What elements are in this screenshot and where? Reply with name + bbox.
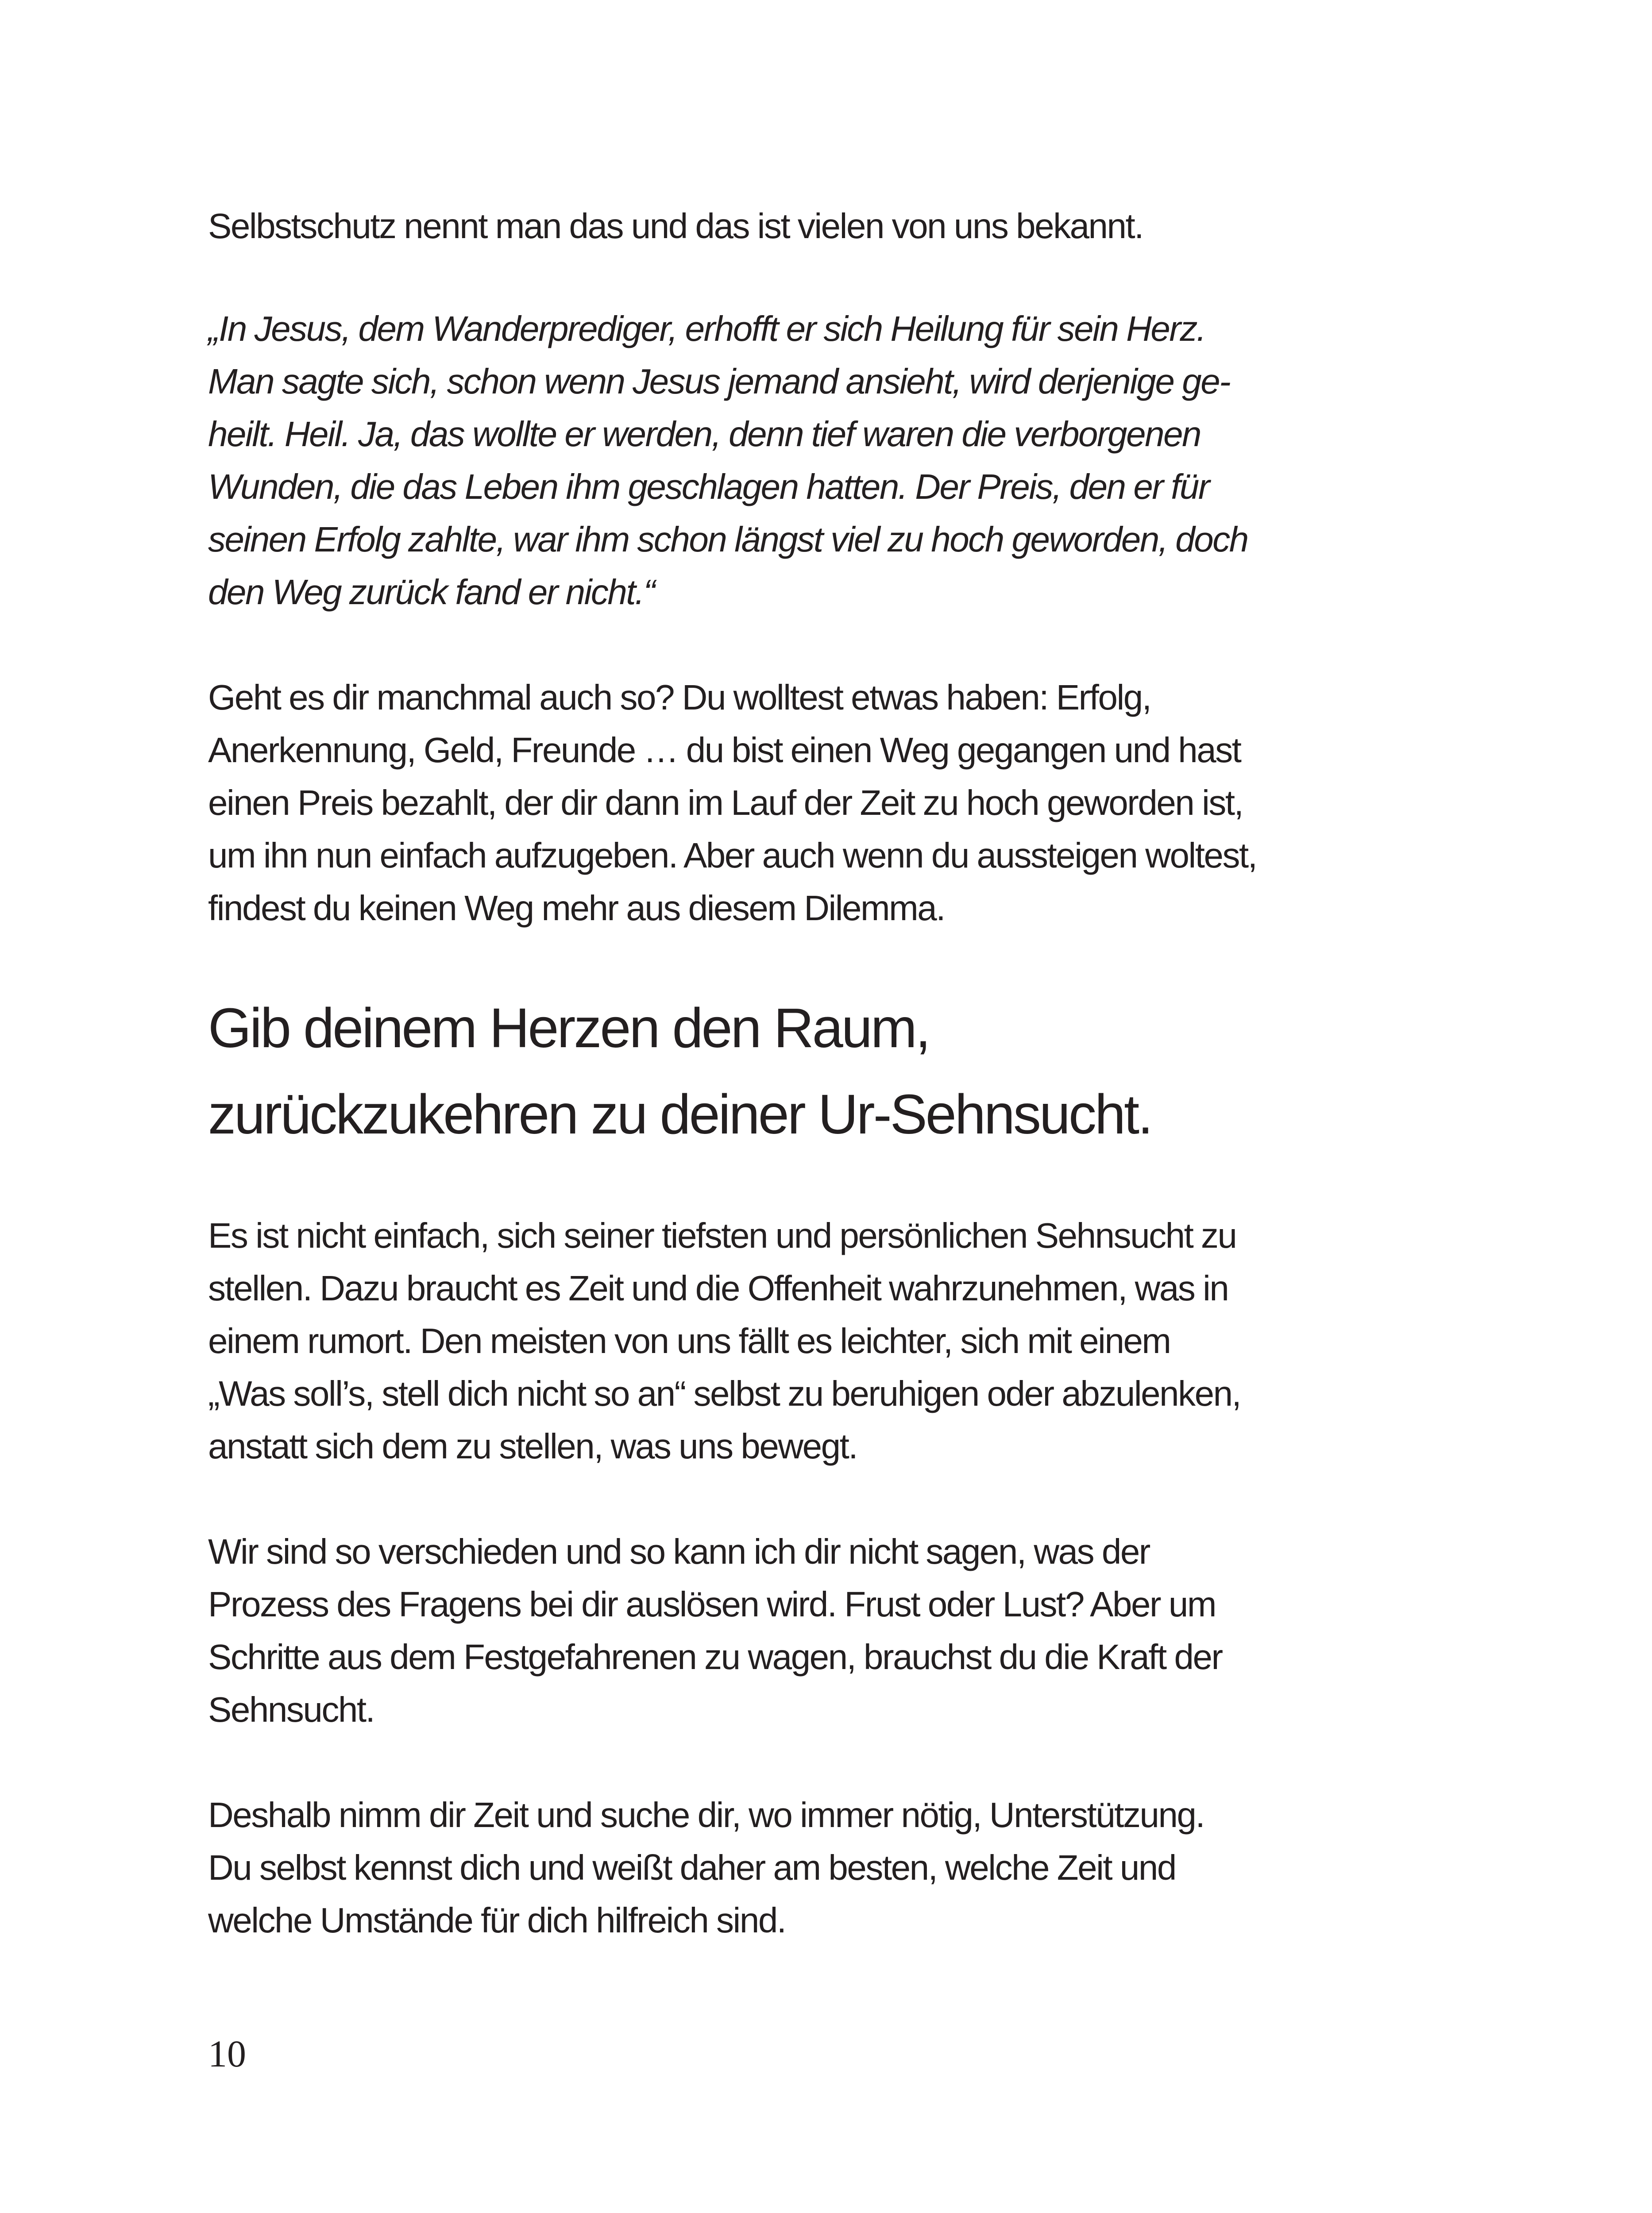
page-number: 10 bbox=[208, 2032, 246, 2075]
paragraph-line: einem rumort. Den meisten von uns fällt es leichter, sich mit einem bbox=[208, 1321, 1170, 1361]
paragraph-line: Sehnsucht. bbox=[208, 1690, 374, 1729]
paragraph-line: um ihn nun einfach aufzugeben. Aber auch wenn du aussteigen woltest, bbox=[208, 836, 1257, 875]
paragraph-line: Wir sind so verschieden und so kann ich dir nicht sagen, was der bbox=[208, 1532, 1150, 1571]
paragraph-line: stellen. Dazu braucht es Zeit und die Offenheit wahrzunehmen, was in bbox=[208, 1268, 1228, 1308]
paragraph-line: „Was soll’s, stell dich nicht so an“ selbst zu beruhigen oder abzulenken, bbox=[208, 1374, 1241, 1413]
heading-line: Gib deinem Herzen den Raum, bbox=[208, 997, 929, 1059]
heading-line: zurückzukehren zu deiner Ur-Sehnsucht. bbox=[208, 1083, 1152, 1145]
paragraph-line: Es ist nicht einfach, sich seiner tiefsten und persönlichen Sehnsucht zu bbox=[208, 1216, 1236, 1255]
quote-line: „In Jesus, dem Wanderprediger, erhofft er sich Heilung für sein Herz. bbox=[208, 309, 1205, 348]
quote-line: Man sagte sich, schon wenn Jesus jemand ansieht, wird derjenige ge- bbox=[208, 362, 1230, 401]
quote-line: seinen Erfolg zahlte, war ihm schon längst viel zu hoch geworden, doch bbox=[208, 520, 1248, 559]
paragraph-line: Anerkennung, Geld, Freunde … du bist einen Weg gegangen und hast bbox=[208, 730, 1241, 770]
paragraph-line: Prozess des Fragens bei dir auslösen wird. Frust oder Lust? Aber um bbox=[208, 1585, 1216, 1624]
paragraph-line: Geht es dir manchmal auch so? Du wolltest etwas haben: Erfolg, bbox=[208, 678, 1151, 717]
paragraph-line: Du selbst kennst dich und weißt daher am besten, welche Zeit und bbox=[208, 1848, 1176, 1887]
paragraph-line: einen Preis bezahlt, der dir dann im Lauf der Zeit zu hoch geworden ist, bbox=[208, 783, 1243, 822]
paragraph-line: findest du keinen Weg mehr aus diesem Dilemma. bbox=[208, 888, 945, 928]
paragraph-line: welche Umstände für dich hilfreich sind. bbox=[208, 1901, 786, 1940]
paragraph-line: Deshalb nimm dir Zeit und suche dir, wo immer nötig, Unterstützung. bbox=[208, 1795, 1204, 1835]
quote-line: Wunden, die das Leben ihm geschlagen hatten. Der Preis, den er für bbox=[208, 467, 1209, 506]
paragraph-line: anstatt sich dem zu stellen, was uns bewegt. bbox=[208, 1426, 857, 1466]
paragraph-line: Schritte aus dem Festgefahrenen zu wagen, brauchst du die Kraft der bbox=[208, 1637, 1222, 1677]
quote-line: heilt. Heil. Ja, das wollte er werden, denn tief waren die verborgenen bbox=[208, 414, 1201, 454]
intro-line: Selbstschutz nennt man das und das ist vielen von uns bekannt. bbox=[208, 206, 1143, 246]
quote-line: den Weg zurück fand er nicht.“ bbox=[208, 572, 654, 612]
